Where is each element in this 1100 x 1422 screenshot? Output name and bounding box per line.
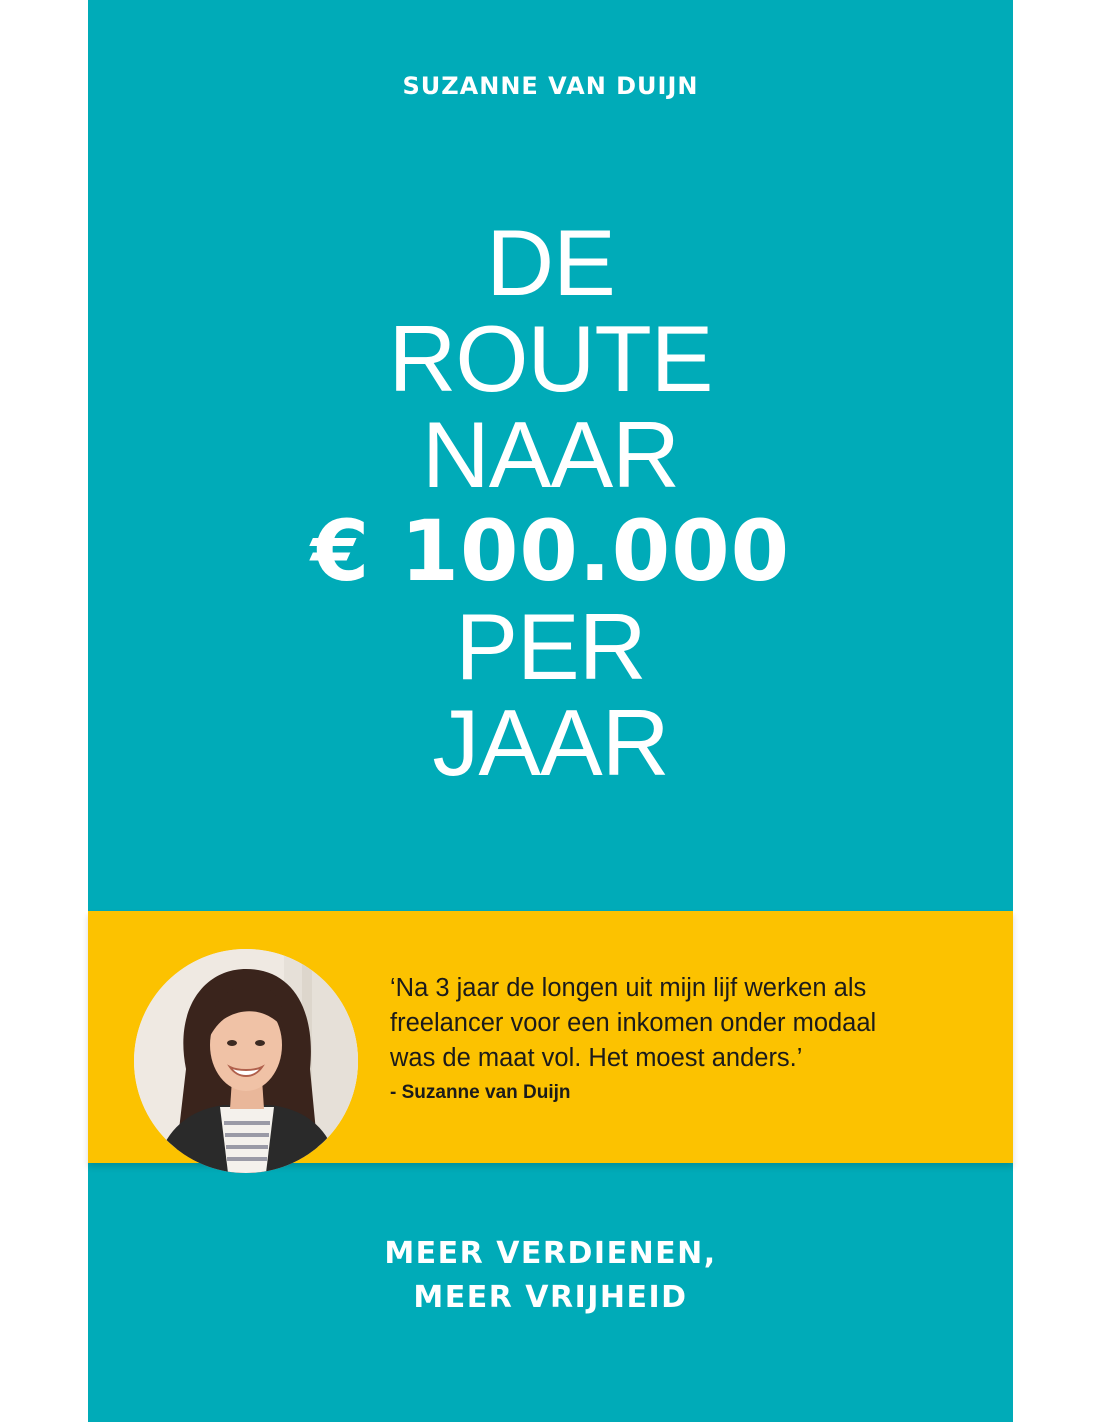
title-line-6: JAAR <box>432 690 669 795</box>
book-title <box>88 210 1013 795</box>
title-line-5: PER <box>455 594 646 699</box>
title-line-2: ROUTE <box>388 306 713 411</box>
quote-line-3: was de maat vol. Het moest anders.’ <box>390 1044 803 1072</box>
title-line-3: NAAR <box>421 402 680 507</box>
quote-line-1: ‘Na 3 jaar de longen uit mijn lijf werken als <box>390 974 867 1002</box>
author-quote <box>390 971 990 1076</box>
book-cover <box>88 0 1013 1422</box>
author-photo <box>134 949 358 1173</box>
author-name: SUZANNE VAN DUIJN <box>402 72 699 100</box>
tagline-line-2: MEER VRIJHEID <box>413 1280 688 1315</box>
quote-line-2: freelancer voor een inkomen onder modaal <box>390 1009 877 1037</box>
title-line-1: DE <box>486 210 615 315</box>
quote-attribution: - Suzanne van Duijn <box>390 1082 571 1103</box>
title-line-amount: € 100.000 <box>310 502 791 600</box>
tagline-line-1: MEER VERDIENEN, <box>384 1236 717 1271</box>
quote-band <box>88 911 1013 1163</box>
tagline <box>88 1232 1013 1320</box>
author-portrait-image <box>134 949 358 1173</box>
